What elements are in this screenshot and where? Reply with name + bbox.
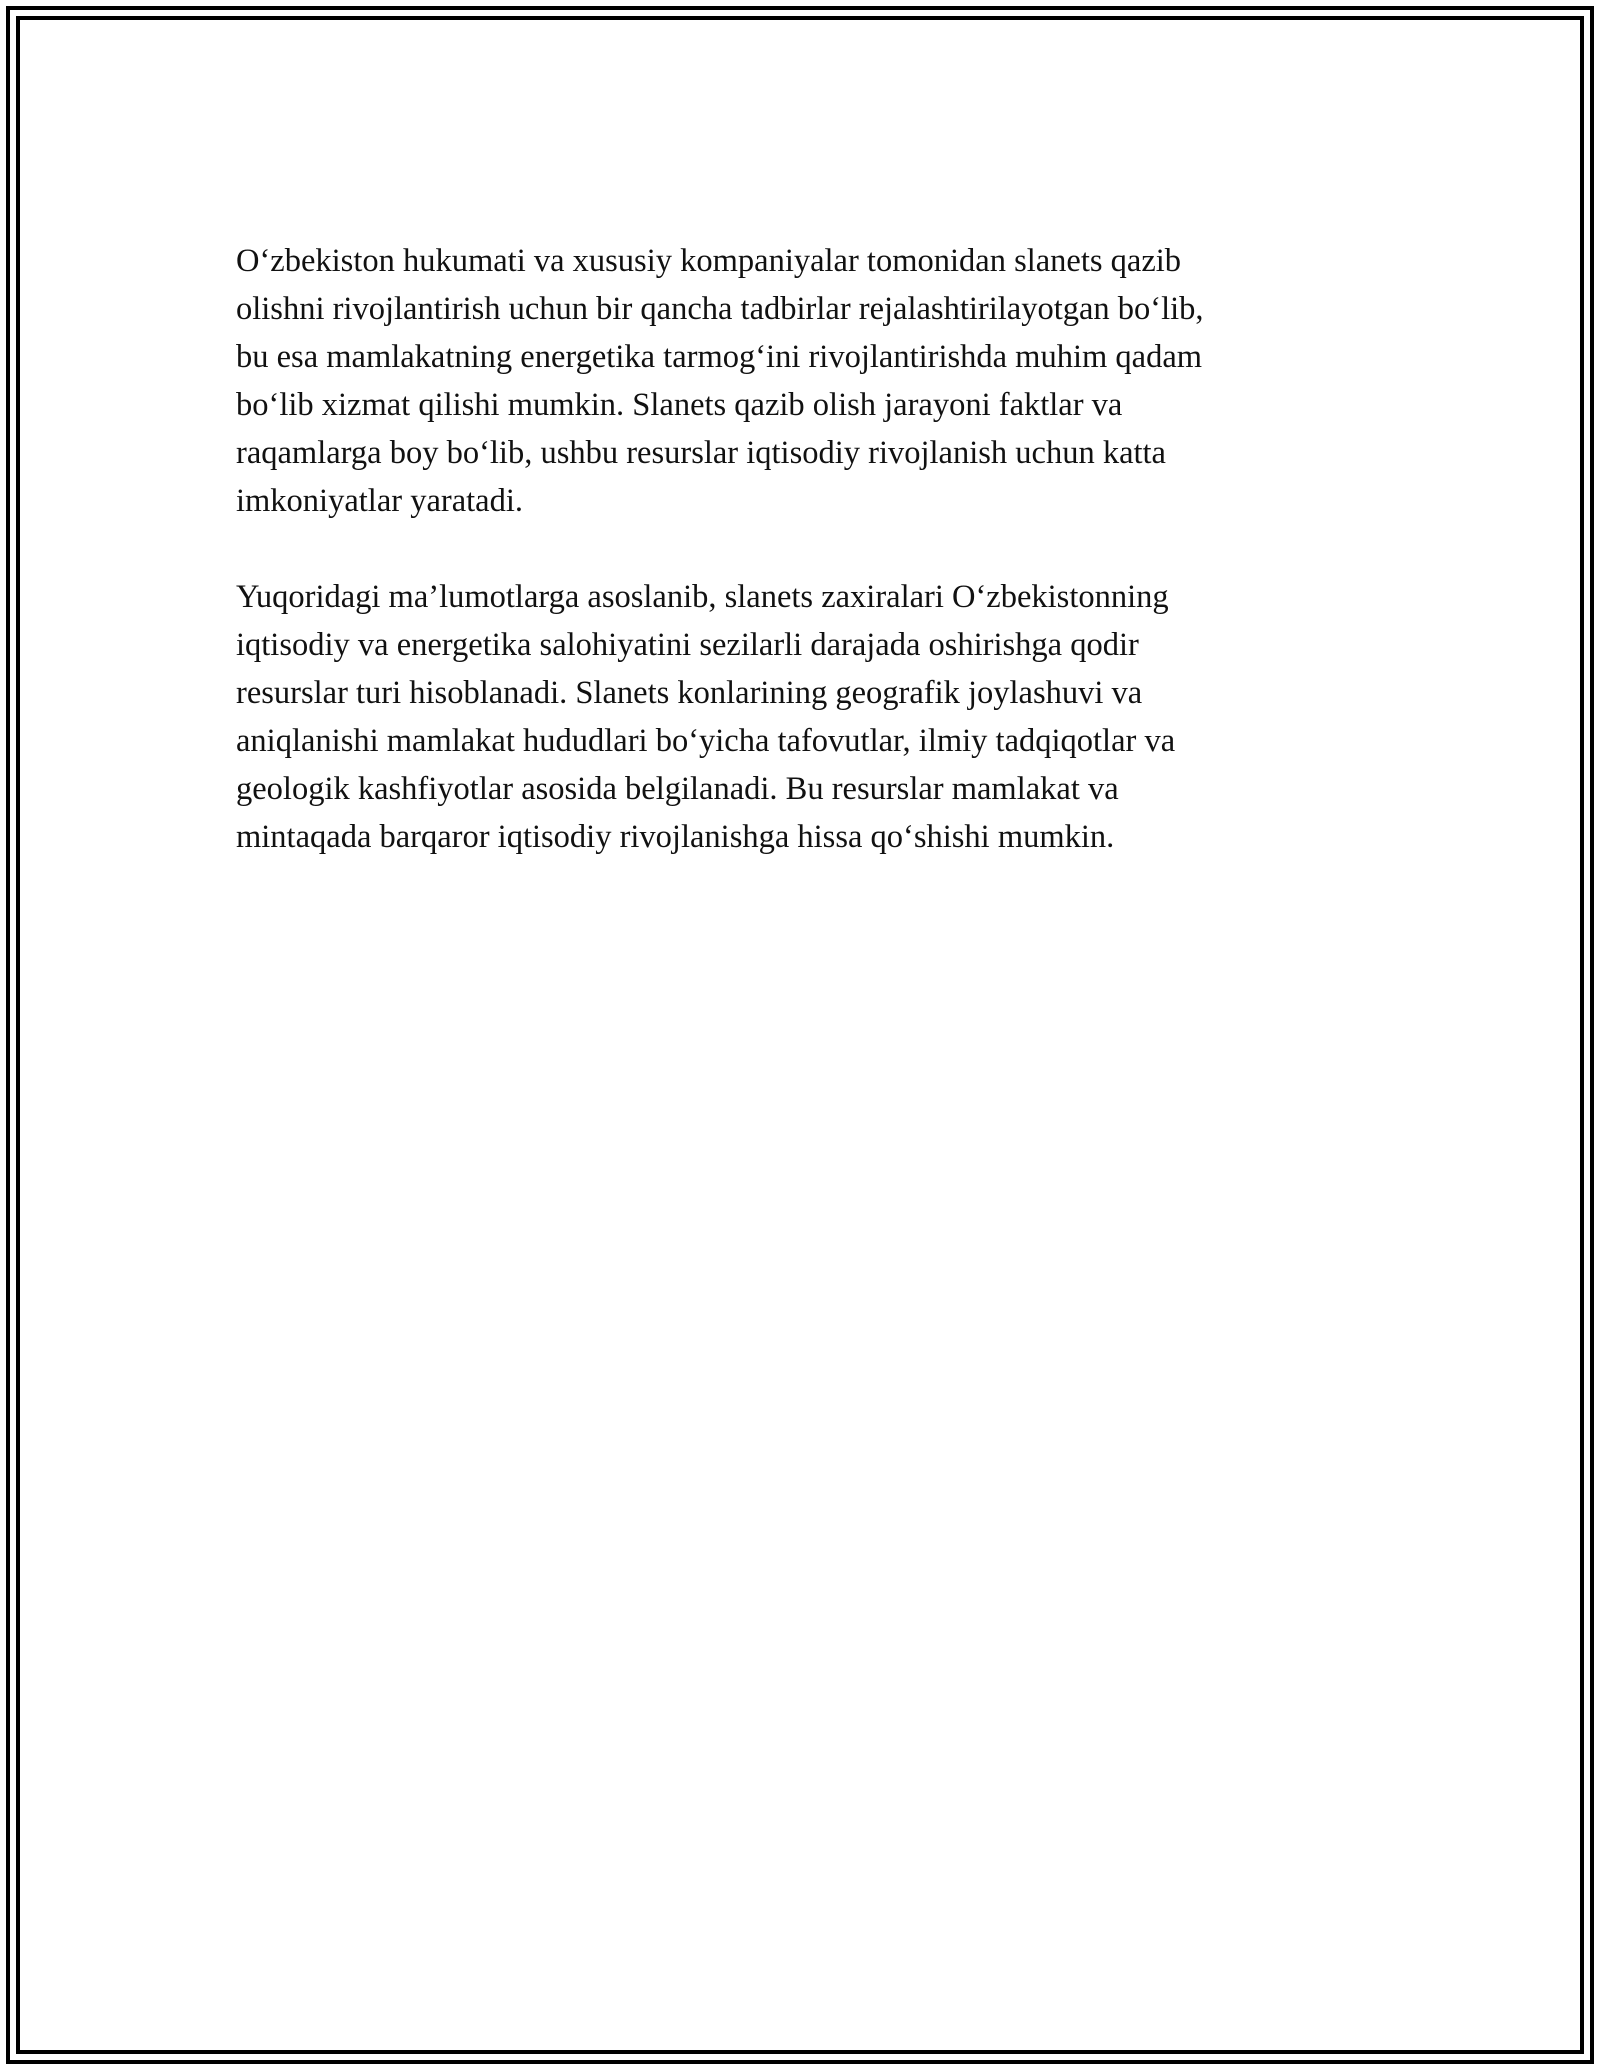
document-body: [236, 237, 1356, 861]
paragraph-1: O‘zbekiston hukumati va xususiy kompaniyalar tomonidan slanets qazib olishni rivojlantirish uchun bir qancha tadbirlar rejalashtirilayotgan bo‘lib, bu esa mamlakatning energetika tarmog‘ini rivojlantirishda muhim qadam bo‘lib xizmat qilishi mumkin. Slanets qazib olish jarayoni faktlar va raqamlarga boy bo‘lib, ushbu resurslar iqtisodiy rivojlanish uchun katta imkoniyatlar yaratadi.: [236, 243, 1204, 519]
paragraph-2: Yuqoridagi ma’lumotlarga asoslanib, slanets zaxiralari O‘zbekistonning iqtisodiy va energetika salohiyatini sezilarli darajada oshirishga qodir resurslar turi hisoblanadi. Slanets konlarining geografik joylashuvi va aniqlanishi mamlakat hududlari bo‘yicha tafovutlar, ilmiy tadqiqotlar va geologik kashfiyotlar asosida belgilanadi. Bu resurslar mamlakat va mintaqada barqaror iqtisodiy rivojlanishga hissa qo‘shishi mumkin.: [236, 579, 1176, 855]
